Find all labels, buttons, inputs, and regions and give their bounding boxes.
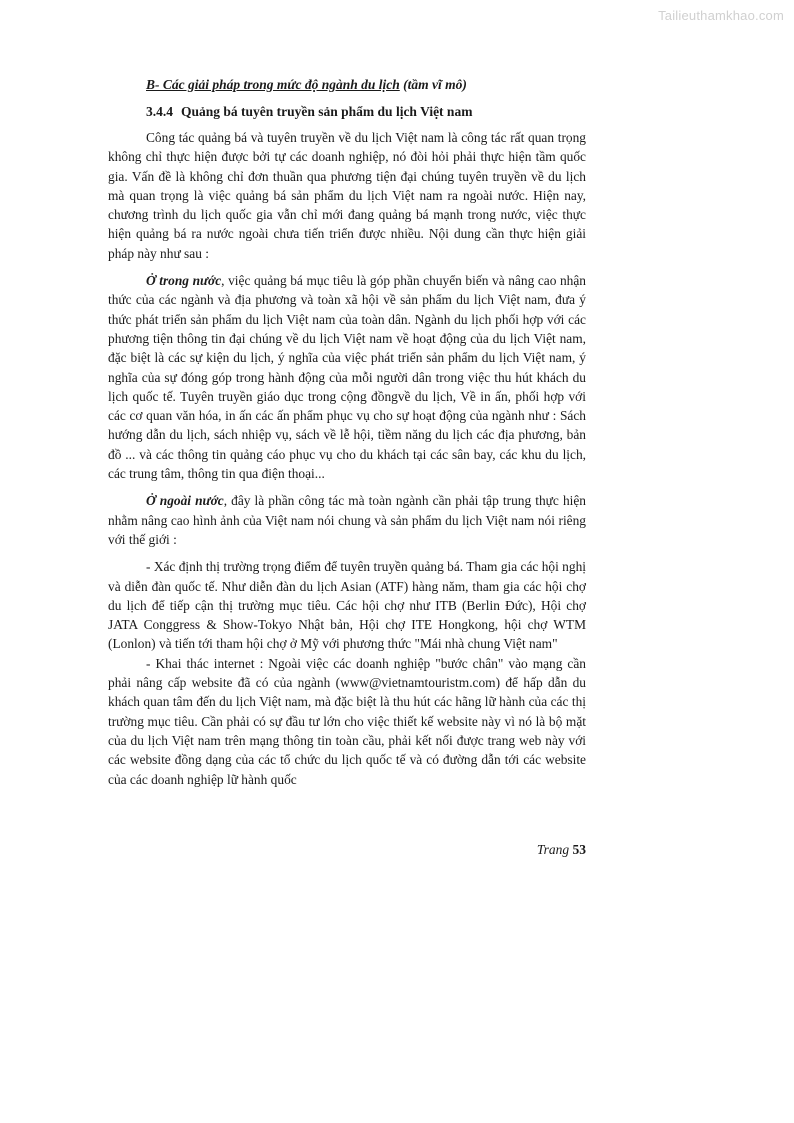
page-number-value: 53 — [572, 842, 586, 857]
page-number — [537, 842, 586, 858]
section-title — [146, 76, 586, 93]
subsection-title: Quảng bá tuyên truyền sản phẩm du lịch Việt nam — [181, 104, 473, 119]
section-title-main: B- Các giải pháp trong mức độ ngành du lịch — [146, 77, 400, 92]
foreign-paragraph — [108, 491, 586, 549]
page-number-label: Trang — [536, 842, 570, 857]
foreign-lead: Ở ngoài nước — [146, 493, 224, 509]
subsection-heading — [146, 103, 586, 120]
domestic-paragraph — [108, 271, 586, 483]
subsection-number: 3.4.4 — [146, 104, 173, 119]
foreign-body: , đây là phần công tác mà toàn ngành cần phải tập trung thực hiện nhằm nâng cao hình ảnh của Việt nam nói chung và sản phẩm du lịch Việt nam nói riêng với thế giới : — [108, 493, 587, 547]
domestic-lead: Ở trong nước — [146, 273, 222, 289]
domestic-body: , việc quảng bá mục tiêu là góp phần chuyển biến và nâng cao nhận thức của các ngành và địa phương và toàn xã hội về sản phẩm du lịch Việt nam, đưa ý thức phát triển sản phẩm du lịch Việt nam của toàn dân. Ngành du lịch phối hợp với các phương tiện thông tin đại chúng về du lịch Việt nam về hoạt động của du lịch Việt nam, đặc biệt là các sự kiện du lịch, ý nghĩa của việc phát triển sản phẩm du lịch Việt nam, ý nghĩa của sự đóng góp trong hành động của mỗi người dân trong việc thu hút khách du lịch quốc tế. Tuyên truyền giáo dục trong cộng đồngvề du lịch, Về in ấn, phối hợp với các cơ quan văn hóa, in ấn các ấn phẩm phục vụ cho sự hoạt động của ngành như : Sách hướng dẫn du lịch, sách nhiệp vụ, sách về lễ hội, tiềm năng du lịch các địa phương, bản đồ ... và các thông tin quảng cáo phục vụ cho du khách tại các sân bay, các khu du lịch, các trung tâm, thông tin qua điện thoại... — [108, 273, 587, 482]
site-watermark: Tailieuthamkhao.com — [658, 8, 784, 23]
markets-list-item: - Xác định thị trường trọng điểm để tuyên truyền quảng bá. Tham gia các hội nghị và diễn đàn quốc tế. Như diễn đàn du lịch Asian (ATF) hàng năm, tham gia các hội chợ du lịch để tiếp cận thị trường mục tiêu. Các hội chợ như ITB (Berlin Đức), Hội chợ JATA Conggress & Show-Tokyo Nhật bản, Hội chợ ITE Hongkong, hội chợ WTM (Lonlon) và tiến tới tham hội chợ ở Mỹ với phương thức "Mái nhà chung Việt nam" — [108, 559, 586, 652]
internet-list-item: - Khai thác internet : Ngoài việc các doanh nghiệp "bước chân" vào mạng cần phải nâng cấp website đã có của ngành (www@vietnamtouristm.com) để hấp dẫn du khách quan tâm đến du lịch Việt nam, mà đặc biệt là thu hút các hãng lữ hành của các thị trường mục tiêu. Cần phải có sự đầu tư lớn cho việc thiết kế website này vì nó là bộ mặt của du lịch Việt nam trên mạng thông tin toàn cầu, phải kết nối được trang web này với các website đồng dạng của các tổ chức du lịch quốc tế và có đường dẫn tới các website của các doanh nghiệp lữ hành quốc — [108, 655, 586, 787]
section-title-suffix: (tầm vĩ mô) — [399, 77, 467, 92]
intro-paragraph: Công tác quảng bá và tuyên truyền về du lịch Việt nam là công tác rất quan trọng không chỉ thực hiện được bởi tự các doanh nghiệp, nó đòi hỏi phải thực hiện tầm quốc gia. Vấn đề là không chỉ đơn thuần qua phương tiện đại chúng tuyên truyền về du lịch mà quan trọng là việc quảng bá sản phẩm du lịch Việt nam ra ngoài nước. Hiện nay, chương trình du lịch quốc gia vẫn chỉ mới đang quảng bá mạnh trong nước, việc thực hiện quảng bá ra nước ngoài chưa tiến triển được nhiều. Nội dung cần thực hiện giải pháp này như sau : — [108, 130, 586, 261]
document-page — [108, 76, 586, 789]
